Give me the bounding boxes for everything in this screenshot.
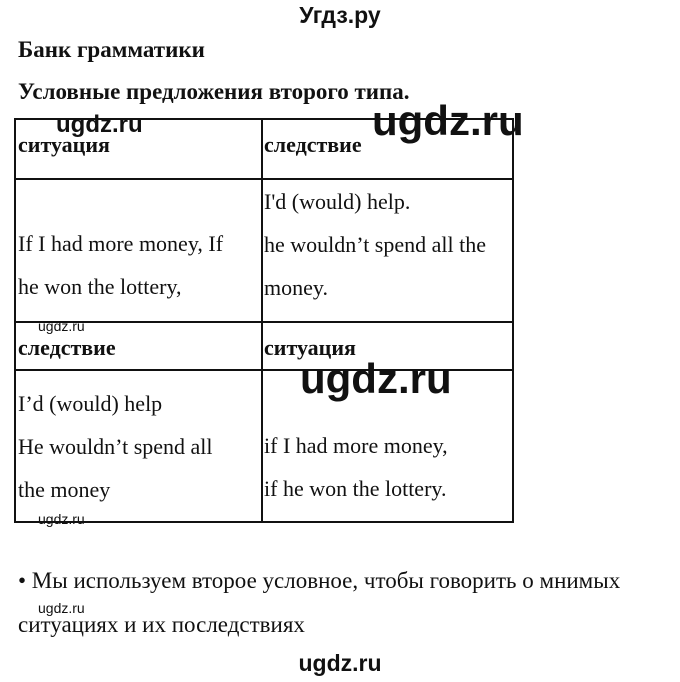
table-border-right xyxy=(512,118,514,523)
table2-header-consequence: следствие xyxy=(18,335,116,360)
explanation-line: • Мы используем второе условное, чтобы говорить о мнимых xyxy=(18,568,621,593)
table-divider xyxy=(14,321,514,323)
watermark: ugdz.ru xyxy=(38,511,85,527)
watermark: ugdz.ru xyxy=(372,97,524,144)
table2-right-cell xyxy=(264,424,448,510)
section-subheading: Условные предложения второго типа. xyxy=(18,79,410,104)
table-border-left xyxy=(14,118,16,523)
cell-line: I'd (would) help. xyxy=(264,189,411,214)
table1-left-cell xyxy=(18,222,223,308)
section-heading: Банк грамматики xyxy=(18,37,205,62)
cell-line: he wouldn’t spend all the xyxy=(264,232,486,257)
table2-left-cell xyxy=(18,382,213,511)
table1-right-cell xyxy=(264,180,486,309)
cell-line: I’d (would) help xyxy=(18,391,163,416)
footer-watermark: ugdz.ru xyxy=(298,650,382,676)
cell-line: he won the lottery, xyxy=(18,274,182,299)
table-column-divider xyxy=(261,118,263,523)
cell-line: if he won the lottery. xyxy=(264,476,447,501)
table1-header-situation: ситуация xyxy=(18,132,110,157)
table1-header-consequence: следствие xyxy=(264,132,362,157)
watermark: ugdz.ru xyxy=(38,600,85,616)
cell-line: money. xyxy=(264,275,328,300)
cell-line: the money xyxy=(18,477,111,502)
explanation-line: ситуациях и их последствиях xyxy=(18,612,305,637)
cell-line: if I had more money, xyxy=(264,433,448,458)
site-title: Угдз.ру xyxy=(299,2,381,28)
watermark: ugdz.ru xyxy=(38,318,85,334)
watermark: ugdz.ru xyxy=(56,111,143,138)
cell-line: If I had more money, If xyxy=(18,231,224,256)
table-border-bottom xyxy=(14,521,514,523)
cell-line: He wouldn’t spend all xyxy=(18,434,213,459)
table2-header-situation: ситуация xyxy=(264,335,356,360)
watermark: ugdz.ru xyxy=(300,355,452,402)
